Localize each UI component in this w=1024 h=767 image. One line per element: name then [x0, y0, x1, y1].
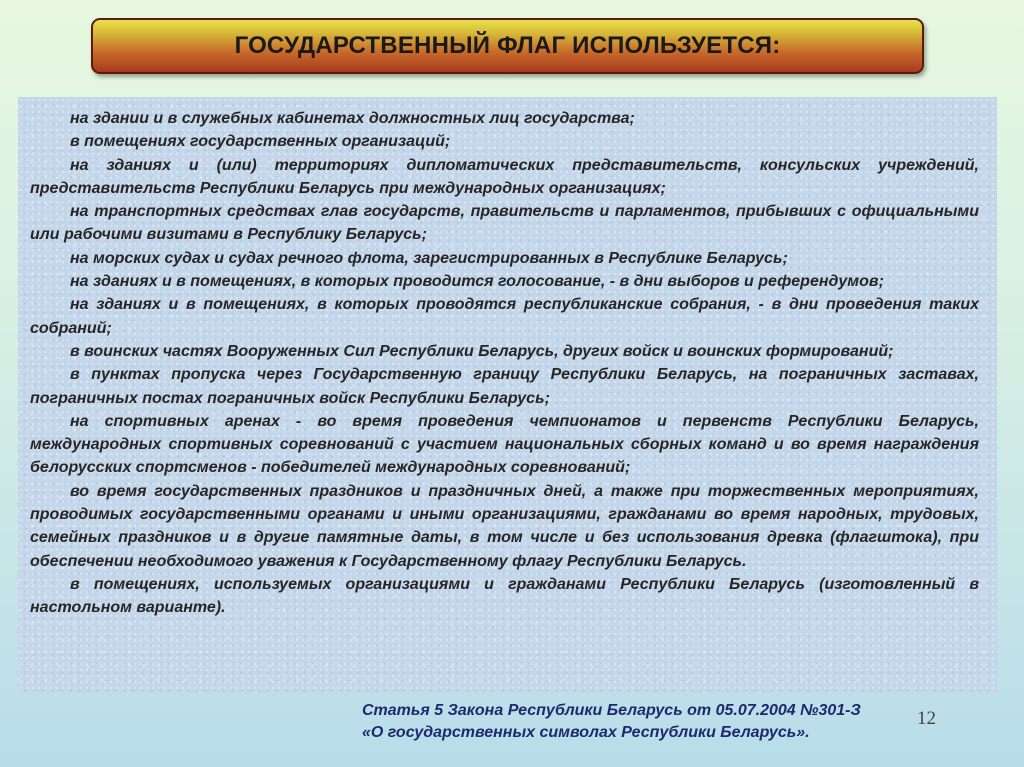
page-number: 12 [917, 708, 936, 729]
law-citation [362, 700, 922, 744]
list-item: во время государственных праздников и праздничных дней, а также при торжественных мероприятиях, проводимых государственными органами и иными организациями, гражданами во время народных, трудовых, семейных праздников и в другие памятные даты, в том числе и без использования древка (флагштока), при обеспечении необходимого уважения к Государственному флагу Республики Беларусь. [30, 482, 979, 570]
list-item: в воинских частях Вооруженных Сил Республики Беларусь, других войск и воинских формирований; [70, 342, 894, 360]
list-item: в пунктах пропуска через Государственную границу Республики Беларусь, на пограничных заставах, пограничных постах пограничных войск Республики Беларусь; [30, 366, 979, 407]
list-item: на зданиях и в помещениях, в которых проводится голосование, - в дни выборов и референдумов; [70, 273, 884, 291]
list-item: на зданиях и в помещениях, в которых проводятся республиканские собрания, - в дни проведения таких собраний; [30, 296, 979, 337]
list-item: на транспортных средствах глав государств, правительств и парламентов, прибывших с официальными или рабочими визитами в Республику Беларусь; [30, 203, 979, 244]
list-item: на морских судах и судах речного флота, зарегистрированных в Республике Беларусь; [70, 249, 788, 267]
citation-line-2: «О государственных символах Республики Беларусь». [362, 724, 810, 741]
list-item: на здании и в служебных кабинетах должностных лиц государства; [70, 110, 635, 127]
list-item: в помещениях государственных организаций; [70, 133, 451, 151]
list-item: на зданиях и (или) территориях дипломатических представительств, консульских учреждений, представительств Республики Беларусь при международных организациях; [30, 156, 979, 197]
citation-line-1: Статья 5 Закона Республики Беларусь от 05.07.2004 №301-З [362, 702, 861, 719]
list-item: на спортивных аренах - во время проведения чемпионатов и первенств Республики Беларусь, международных спортивных соревнований с участием национальных сборных команд и во время награждения белорусских спортсменов - победителей международных соревнований; [30, 412, 979, 477]
content-panel [18, 97, 997, 693]
slide-title: ГОСУДАРСТВЕННЫЙ ФЛАГ ИСПОЛЬЗУЕТСЯ: [234, 32, 781, 59]
slide-title-banner [91, 18, 924, 74]
list-item: в помещениях, используемых организациями и гражданами Республики Беларусь (изготовленный в настольном варианте). [30, 575, 979, 617]
